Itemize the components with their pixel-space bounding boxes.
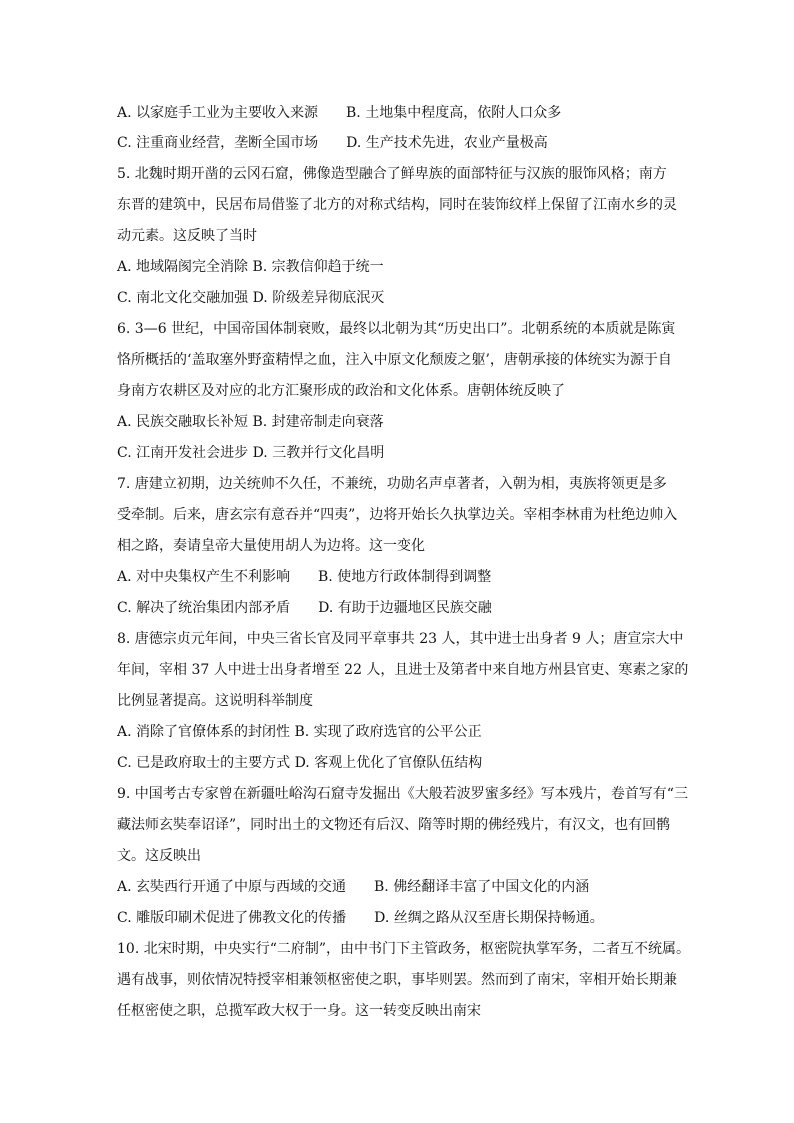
option-line: A. 消除了官僚体系的封闭性 B. 实现了政府选官的公平公正 <box>117 724 482 740</box>
option-line: C. 江南开发社会进步 D. 三教并行文化昌明 <box>117 445 385 461</box>
question-5-text: 5. 北魏时期开凿的云冈石窟，佛像造型融合了鲜卑族的面部特征与汉族的服饰风格；南方 <box>117 166 667 182</box>
question-8-text: 比例显著提高。这说明科举制度 <box>117 693 313 709</box>
option-line: C. 雕版印刷术促进了佛教文化的传播 D. 丝绸之路从汉至唐长期保持畅通。 <box>117 910 604 926</box>
option-line: A. 对中央集权产生不利影响 B. 使地方行政体制得到调整 <box>117 569 492 585</box>
question-9-text: 藏法师玄奘奉诏译”，同时出土的文物还有后汉、隋等时期的佛经残片，有汉文，也有回鹘 <box>117 817 671 833</box>
question-8-text: 8. 唐德宗贞元年间，中央三省长官及同平章事共 23 人，其中进士出身者 9 人；唐宣宗大中 <box>117 631 684 647</box>
question-6-text: 恪所概括的‘盖取塞外野蛮精悍之血，注入中原文化颓废之躯’，唐朝承接的体统实为源于自 <box>117 352 672 368</box>
question-9-text: 9. 中国考古专家曾在新疆吐峪沟石窟寺发掘出《大般若波罗蜜多经》写本残片，卷首写有“三 <box>117 786 688 802</box>
option-line: C. 解决了统治集团内部矛盾 D. 有助于边疆地区民族交融 <box>117 600 492 616</box>
question-5-text: 动元素。这反映了当时 <box>117 228 257 244</box>
question-10-text: 任枢密使之职，总揽军政大权于一身。这一转变反映出南宋 <box>117 1003 481 1019</box>
option-line: C. 南北文化交融加强 D. 阶级差异彻底泯灭 <box>117 290 385 306</box>
option-line: A. 以家庭手工业为主要收入来源 B. 土地集中程度高，依附人口众多 <box>117 105 562 121</box>
question-10-text: 遇有战事，则依情况特授宰相兼领枢密使之职，事毕则罢。然而到了南宋，宰相开始长期兼 <box>117 972 677 988</box>
option-line: C. 注重商业经营，垄断全国市场 D. 生产技术先进，农业产量极高 <box>117 135 548 151</box>
option-line: A. 玄奘西行开通了中原与西域的交通 B. 佛经翻译丰富了中国文化的内涵 <box>117 879 590 895</box>
option-line: A. 民族交融取长补短 B. 封建帝制走向衰落 <box>117 414 384 430</box>
question-7-text: 受牵制。后来，唐玄宗有意吞并“四夷”，边将开始长久执掌边关。宰相李林甫为杜绝边帅入 <box>117 507 678 523</box>
question-6-text: 身南方农耕区及对应的北方汇聚形成的政治和文化体系。唐朝体统反映了 <box>117 383 565 399</box>
question-5-text: 东晋的建筑中，民居布局借鉴了北方的对称式结构，同时在装饰纹样上保留了江南水乡的灵 <box>117 197 677 213</box>
question-6-text: 6. 3—6 世纪，中国帝国体制衰败，最终以北朝为其“历史出口”。北朝系统的本质就是陈寅 <box>117 321 676 337</box>
question-7-text: 相之路，奏请皇帝大量使用胡人为边将。这一变化 <box>117 538 425 554</box>
question-7-text: 7. 唐建立初期，边关统帅不久任，不兼统，功勋名声卓著者，入朝为相，夷族将领更是多 <box>117 476 667 492</box>
question-9-text: 文。这反映出 <box>117 848 201 864</box>
option-line: A. 地域隔阂完全消除 B. 宗教信仰趋于统一 <box>117 259 384 275</box>
question-10-text: 10. 北宋时期，中央实行“二府制”，由中书门下主管政务，枢密院执掌军务，二者互不统属。 <box>117 941 691 957</box>
question-8-text: 年间，宰相 37 人中进士出身者增至 22 人，且进士及第者中来自地方州县官吏、寒素之家的 <box>117 662 689 678</box>
option-line: C. 已是政府取士的主要方式 D. 客观上优化了官僚队伍结构 <box>117 755 483 771</box>
